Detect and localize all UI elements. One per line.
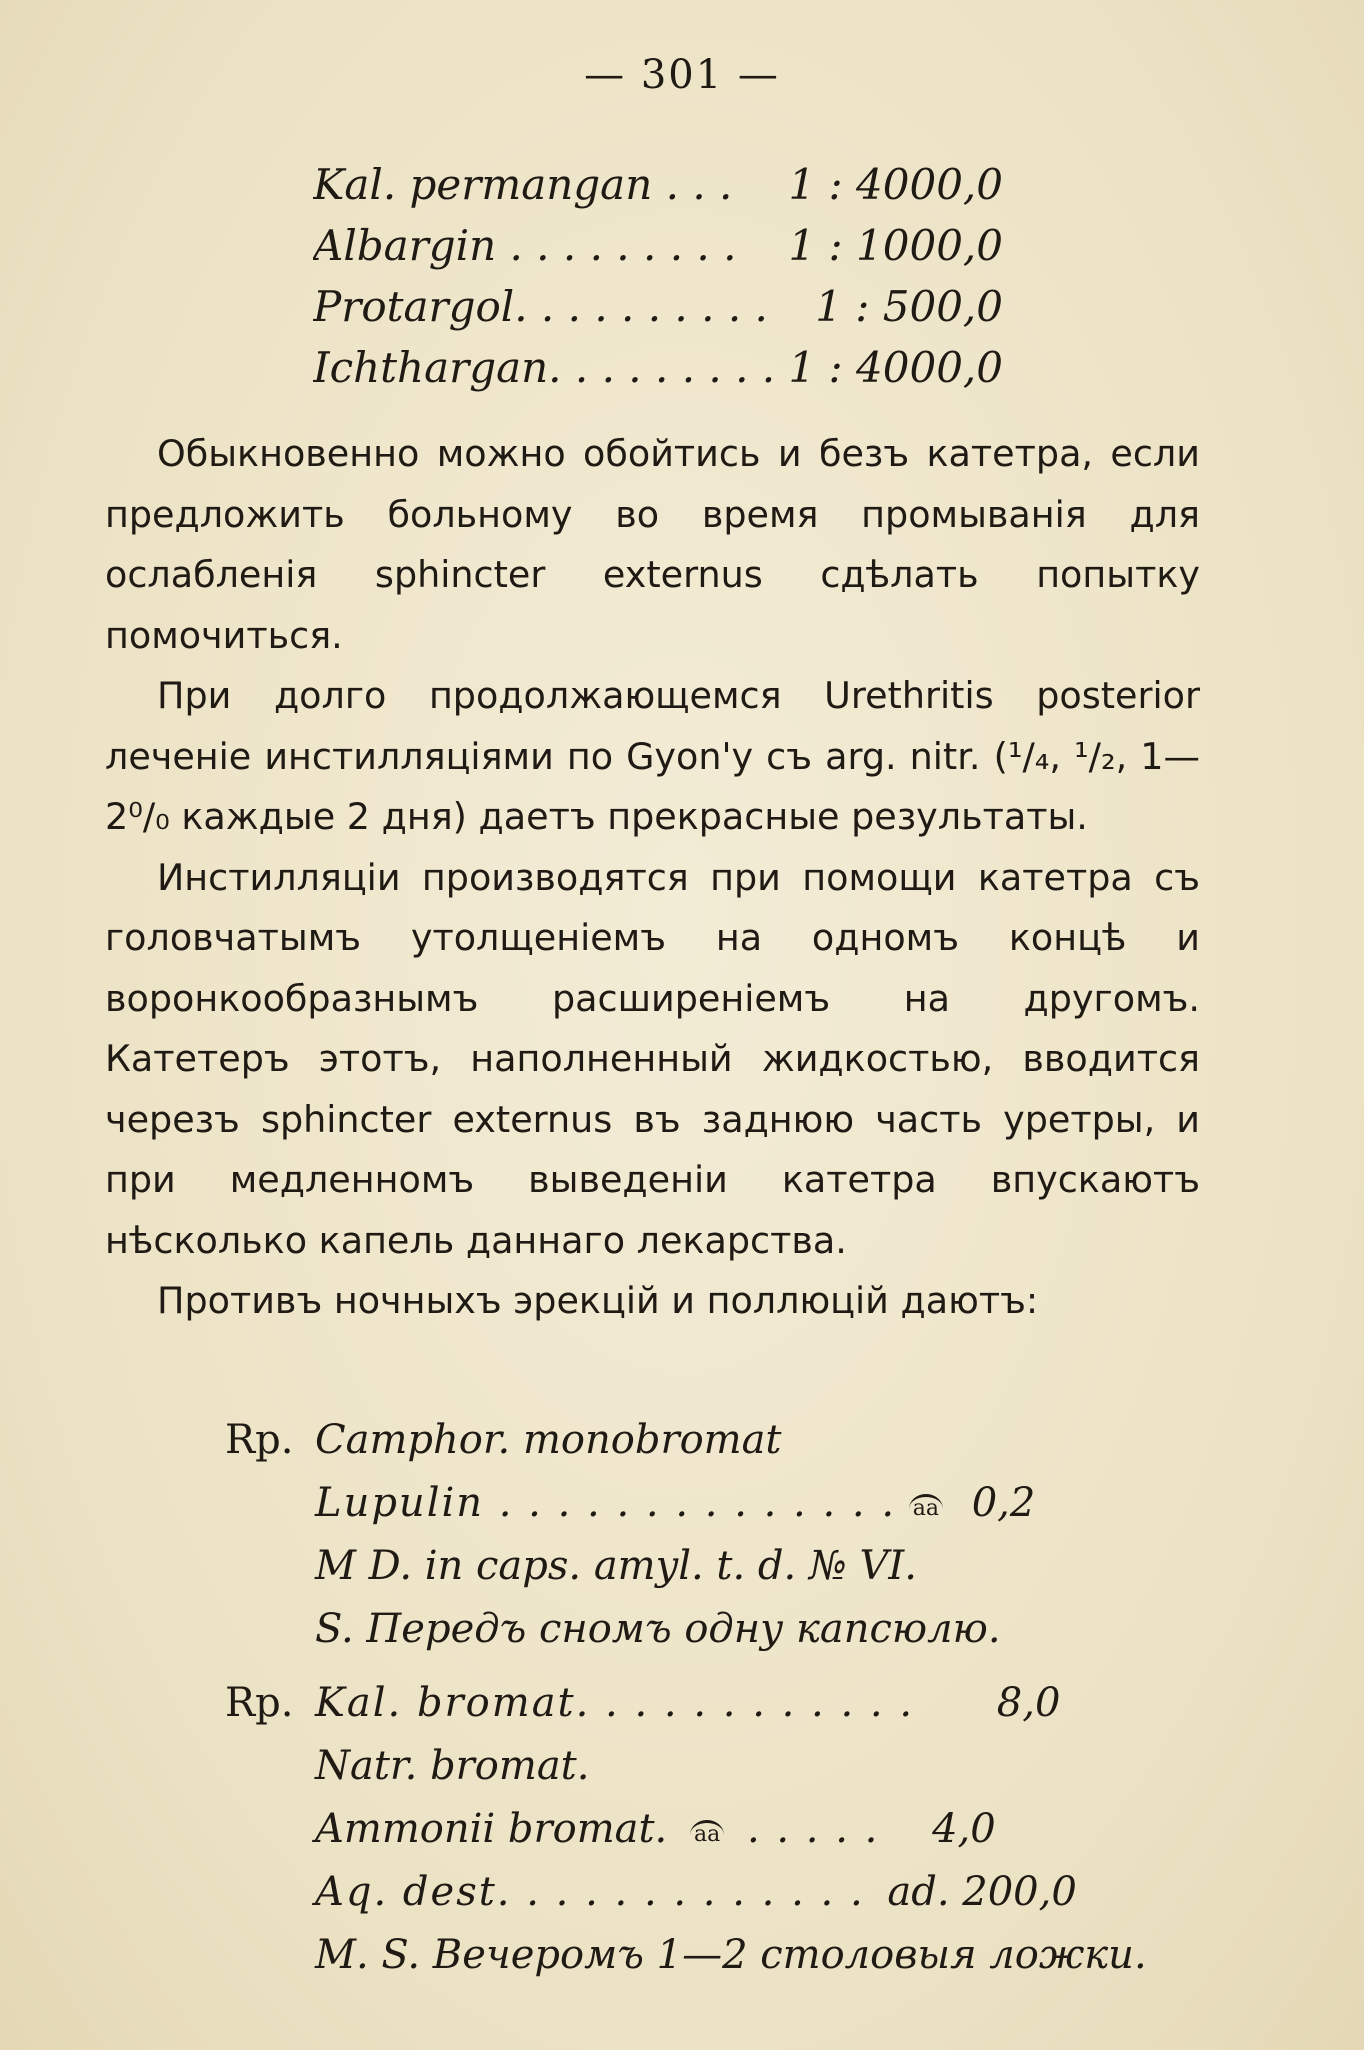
ana-symbol: aa	[690, 1820, 724, 1845]
formula-ratio: 1 : 500,0	[815, 282, 1003, 331]
rx-ingredient: Natr. bromat.	[315, 1743, 590, 1789]
formula-row	[313, 221, 1003, 282]
formula-row	[313, 160, 1003, 221]
formula-list	[313, 160, 1003, 404]
paragraph: Инстилляціи производятся при помощи катетра съ головчатымъ утолщеніемъ на одномъ концѣ и воронкообразнымъ расширеніемъ на другомъ. Катетеръ этотъ, наполненный жидкостью, вводится черезъ sphincter externus въ заднюю часть уретры, и при медленномъ выведеніи катетра впускаютъ нѣсколько капель даннаго лекарства.	[105, 855, 1200, 1262]
rx-dose: 0,2	[971, 1480, 1036, 1526]
paragraph: Обыкновенно можно обойтись и безъ катетра, если предложить больному во время промыванія для ослабленія sphincter externus сдѣлать попытку помочиться.	[105, 432, 1200, 657]
prescription-2	[225, 1680, 1225, 1995]
formula-name: Albargin . . . . . . . . .	[313, 221, 737, 270]
rx-signa: S. Передъ сномъ одну капсюлю.	[315, 1606, 1001, 1652]
rx-dose: ad. 200,0	[887, 1869, 1077, 1915]
page-number: — 301 —	[584, 52, 780, 98]
formula-ratio: 1 : 4000,0	[788, 343, 1003, 392]
ana-symbol: aa	[909, 1494, 943, 1519]
rx-ingredient: Kal. bromat. . . . . . . . . . . .	[315, 1680, 915, 1726]
formula-ratio: 1 : 1000,0	[788, 221, 1003, 270]
paragraph: Противъ ночныхъ эрекцій и поллюцій даютъ:	[157, 1279, 1039, 1322]
prescription-1	[225, 1417, 1225, 1669]
rx-label: Rp.	[225, 1680, 294, 1726]
paragraph: При долго продолжающемся Urethritis posterior леченіе инстилляціями по Gyon'y съ arg. nitr. (¹/₄, ¹/₂, 1—2⁰/₀ каждые 2 дня) даетъ прекрасные результаты.	[105, 674, 1200, 838]
rx-dose: 8,0	[996, 1680, 1061, 1726]
rx-ingredient: Camphor. monobromat	[315, 1417, 782, 1463]
formula-name: Ichthargan. . . . . . . . .	[313, 343, 776, 392]
rx-label: Rp.	[225, 1417, 294, 1463]
formula-name: Protargol. . . . . . . . . .	[313, 282, 768, 331]
formula-name: Kal. permangan . . .	[313, 160, 733, 209]
formula-row	[313, 282, 1003, 343]
rx-ingredient: Aq. dest. . . . . . . . . . . . .	[315, 1869, 865, 1915]
rx-signa: M. S. Вечеромъ 1—2 столовыя ложки.	[315, 1932, 1147, 1978]
rx-ingredient: Ammonii bromat.	[315, 1806, 668, 1852]
body-text	[105, 424, 1200, 1332]
rx-dose: 4,0	[932, 1806, 996, 1852]
rx-dots: . . . . .	[746, 1806, 880, 1852]
rx-ingredient: Lupulin . . . . . . . . . . . . . .	[315, 1480, 897, 1526]
rx-instruction: M D. in caps. amyl. t. d. № VI.	[315, 1543, 917, 1589]
formula-row	[313, 343, 1003, 404]
formula-ratio: 1 : 4000,0	[788, 160, 1003, 209]
